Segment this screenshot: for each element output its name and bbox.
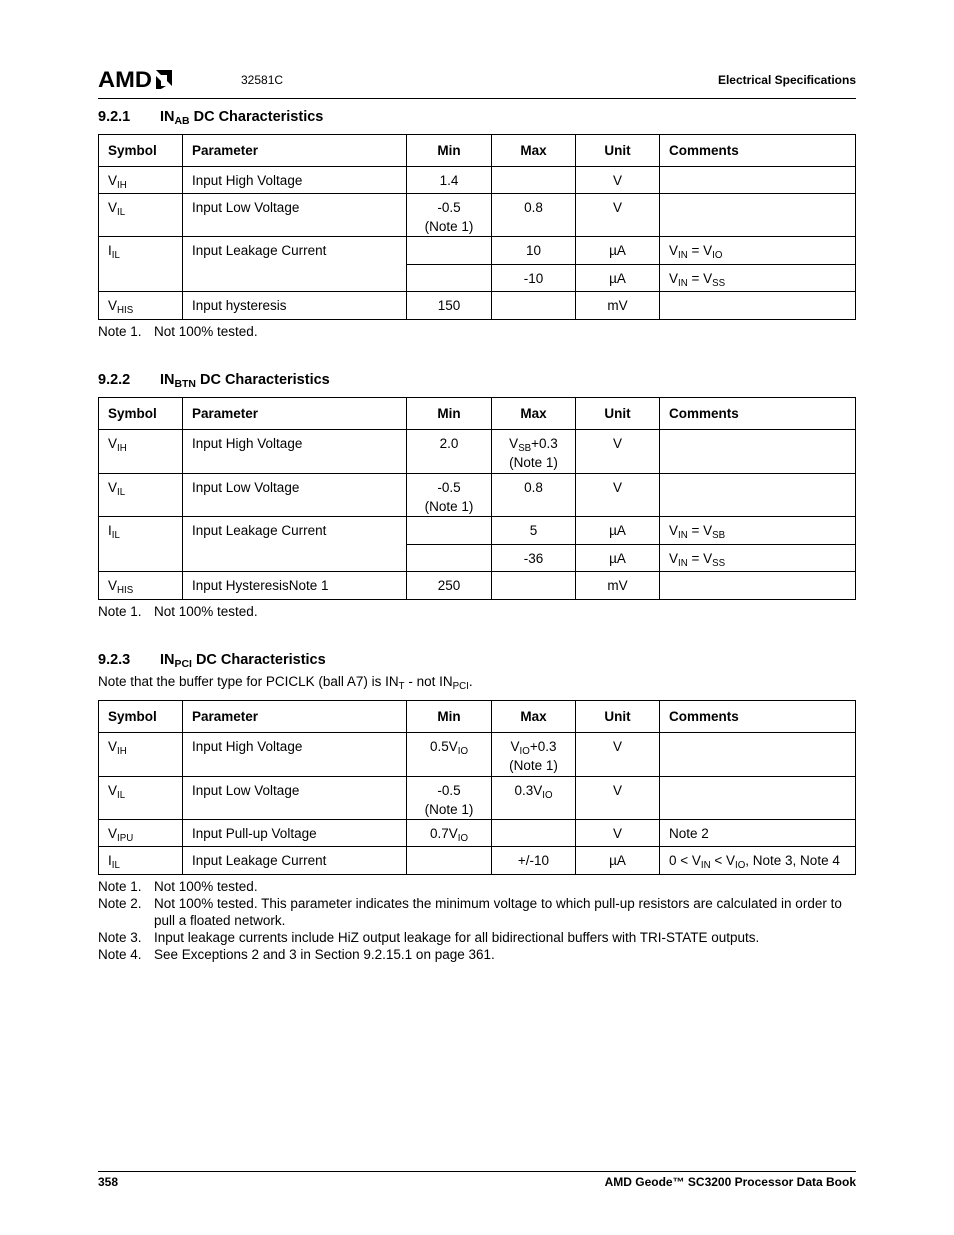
col-max: Max [492, 135, 576, 167]
table-row: $V_{HIS}$ Input hysteresis 150 mV [99, 292, 856, 320]
col-symbol: Symbol [99, 398, 183, 430]
header-rule [98, 98, 856, 99]
table-header-row [99, 701, 856, 733]
inpci-dc-table [98, 700, 856, 875]
book-title: AMD Geode™ SC3200 Processor Data Book [604, 1175, 856, 1189]
table-row: -36 µA $V_{IN} = V_{SS}$ [99, 545, 856, 572]
col-comments: Comments [660, 701, 856, 733]
section-heading-9-2-1: 9.2.1 $IN_{AB}$ DC Characteristics [98, 109, 324, 128]
table-row: $V_{IH}$ Input High Voltage 2.0 $V_{SB}+0.3$ (Note 1) V [99, 430, 856, 474]
col-unit: Unit [576, 135, 660, 167]
col-symbol: Symbol [99, 701, 183, 733]
col-max: Max [492, 701, 576, 733]
note-item: Note 1. Not 100% tested. [98, 604, 258, 619]
table-header-row [99, 398, 856, 430]
table-row: $V_{HIS}$ Input HysteresisNote 1 250 mV [99, 572, 856, 600]
table-row: -10 µA $V_{IN} = V_{SS}$ [99, 265, 856, 292]
header-section-title: Electrical Specifications [717, 73, 856, 87]
note-item: Note 2. Not 100% tested. This parameter indicates the minimum voltage to which pull-up resistors are calculated in order to pull a floated network. [98, 896, 842, 928]
document-id: 32581C [241, 73, 284, 87]
col-min: Min [407, 701, 492, 733]
table-row: $V_{IL}$ Input Low Voltage -0.5 (Note 1) 0.8 V [99, 474, 856, 517]
inab-dc-table [98, 134, 856, 320]
page-number: 358 [98, 1175, 119, 1189]
table-row: $V_{IH}$ Input High Voltage 1.4 V [99, 167, 856, 194]
footer-rule [98, 1171, 856, 1172]
table-row: $V_{IL}$ Input Low Voltage -0.5 (Note 1) 0.8 V [99, 194, 856, 237]
table-header-row [99, 135, 856, 167]
col-parameter: Parameter [183, 701, 407, 733]
section-heading-9-2-2: 9.2.2 $IN_{BTN}$ DC Characteristics [98, 372, 330, 391]
svg-text:AMD: AMD [98, 67, 152, 91]
section-heading-9-2-3: 9.2.3 $IN_{PCI}$ DC Characteristics [98, 652, 326, 671]
col-symbol: Symbol [99, 135, 183, 167]
col-unit: Unit [576, 701, 660, 733]
table-row: $I_{IL}$ Input Leakage Current +/-10 µA $0 < V_{IN} < V_{IO}$, Note 3, Note 4 [99, 847, 856, 875]
col-parameter: Parameter [183, 398, 407, 430]
table-row: $I_{IL}$ Input Leakage Current 5 µA $V_{IN} = V_{SB}$ [99, 517, 856, 545]
table-row: $V_{IL}$ Input Low Voltage -0.5 (Note 1) $0.3V_{IO}$ V [99, 777, 856, 820]
table-row: $I_{IL}$ Input Leakage Current 10 µA $V_{IN} = V_{IO}$ [99, 237, 856, 265]
note-item: Note 1. Not 100% tested. [98, 879, 258, 894]
table-row: $V_{IH}$ Input High Voltage $0.5V_{IO}$ $V_{IO}+0.3$ (Note 1) V [99, 733, 856, 777]
note-item: Note 3. Input leakage currents include HiZ output leakage for all bidirectional buffers with TRI-STATE outputs. [98, 930, 760, 945]
col-comments: Comments [660, 135, 856, 167]
note-item: Note 1. Not 100% tested. [98, 324, 258, 339]
section-9-2-3-notes [98, 878, 858, 963]
col-comments: Comments [660, 398, 856, 430]
col-max: Max [492, 398, 576, 430]
section-9-2-3-intro: Note that the buffer type for PCICLK (ball A7) is $IN_T$ - not $IN_{PCI}$. [98, 674, 473, 692]
col-min: Min [407, 135, 492, 167]
amd-logo [98, 67, 174, 91]
inbtn-dc-table [98, 397, 856, 600]
note-item: Note 4. See Exceptions 2 and 3 in Section 9.2.15.1 on page 361. [98, 947, 495, 962]
col-min: Min [407, 398, 492, 430]
table-row: $V_{IPU}$ Input Pull-up Voltage $0.7V_{IO}$ V Note 2 [99, 820, 856, 847]
col-parameter: Parameter [183, 135, 407, 167]
section-9-2-2-notes [98, 603, 858, 620]
section-9-2-1-notes [98, 323, 858, 340]
col-unit: Unit [576, 398, 660, 430]
